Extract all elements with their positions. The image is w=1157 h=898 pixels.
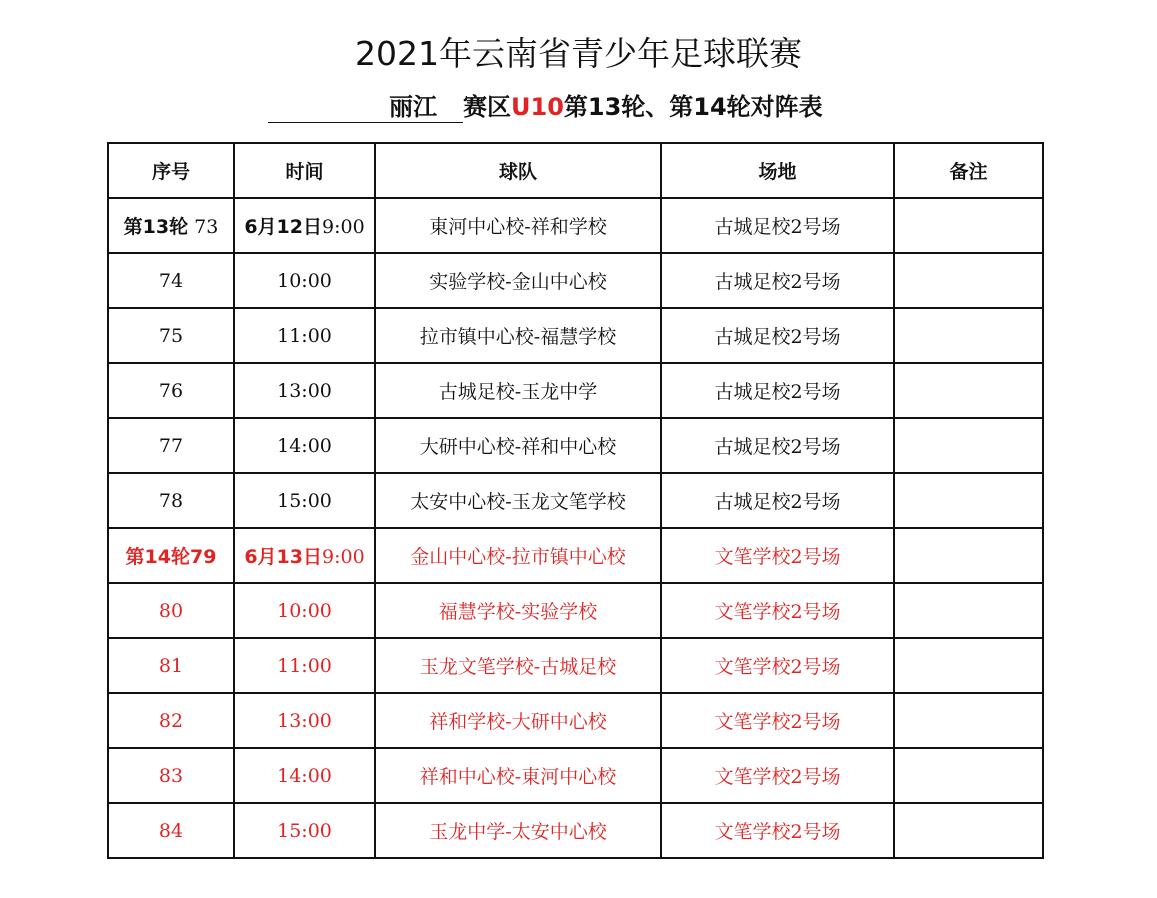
- cell-time: [234, 638, 375, 693]
- cell-no: [108, 748, 234, 803]
- match-time: 11:00: [277, 324, 332, 347]
- header-row: [108, 143, 1043, 198]
- match-number: 81: [158, 654, 184, 677]
- match-venue: 古城足校2号场: [714, 491, 841, 513]
- cell-time: [234, 693, 375, 748]
- cell-no: [108, 583, 234, 638]
- cell-note: [894, 473, 1043, 528]
- rounds-text: 第13轮、第14轮对阵表: [563, 93, 823, 121]
- cell-time: [234, 583, 375, 638]
- match-teams: 大研中心校-祥和中心校: [419, 436, 617, 458]
- cell-note: [894, 803, 1043, 858]
- cell-venue: [661, 803, 894, 858]
- district-label: 赛区: [463, 93, 511, 121]
- cell-venue: [661, 693, 894, 748]
- match-date: 6月13日: [244, 546, 322, 568]
- header-time: 时间: [234, 143, 375, 198]
- cell-venue: [661, 198, 894, 253]
- match-time: 13:00: [277, 709, 332, 732]
- match-date: 6月12日: [244, 216, 322, 238]
- cell-no: [108, 803, 234, 858]
- match-time: 15:00: [277, 489, 332, 512]
- cell-time: [234, 308, 375, 363]
- round-label: 第14轮: [125, 546, 190, 568]
- table-row: [108, 198, 1043, 253]
- cell-no: [108, 308, 234, 363]
- match-venue: 古城足校2号场: [714, 326, 841, 348]
- match-time: 9:00: [322, 546, 365, 568]
- cell-time: [234, 253, 375, 308]
- table-row: [108, 693, 1043, 748]
- match-teams: 古城足校-玉龙中学: [438, 381, 598, 403]
- cell-no: [108, 473, 234, 528]
- cell-no: [108, 693, 234, 748]
- match-number: 80: [158, 599, 184, 622]
- cell-teams: [375, 748, 661, 803]
- cell-teams: [375, 583, 661, 638]
- match-time: 14:00: [277, 434, 332, 457]
- match-teams: 实验学校-金山中心校: [429, 271, 607, 293]
- match-number: 78: [158, 489, 184, 512]
- match-time: 14:00: [277, 764, 332, 787]
- cell-teams: [375, 363, 661, 418]
- cell-teams: [375, 473, 661, 528]
- table-row: [108, 803, 1043, 858]
- schedule-table: [107, 142, 1044, 859]
- region-name: 丽江: [389, 93, 437, 121]
- cell-venue: [661, 528, 894, 583]
- table-row: [108, 418, 1043, 473]
- cell-note: [894, 638, 1043, 693]
- match-time: 13:00: [277, 379, 332, 402]
- cell-note: [894, 418, 1043, 473]
- cell-teams: [375, 528, 661, 583]
- cell-note: [894, 198, 1043, 253]
- match-teams: 金山中心校-拉市镇中心校: [410, 546, 626, 568]
- document-title: 2021年云南省青少年足球联赛: [355, 34, 802, 73]
- match-teams: 玉龙文笔学校-古城足校: [419, 656, 617, 678]
- match-venue: 古城足校2号场: [714, 216, 841, 238]
- cell-note: [894, 748, 1043, 803]
- cell-note: [894, 363, 1043, 418]
- match-venue: 古城足校2号场: [714, 271, 841, 293]
- match-teams: 祥和中心校-東河中心校: [419, 766, 617, 788]
- cell-time: [234, 803, 375, 858]
- match-teams: 太安中心校-玉龙文笔学校: [410, 491, 626, 513]
- cell-time: [234, 473, 375, 528]
- match-time: 11:00: [277, 654, 332, 677]
- match-number: 77: [158, 434, 184, 457]
- match-number: 79: [190, 546, 217, 568]
- match-number: 75: [158, 324, 184, 347]
- age-group: U10: [511, 93, 564, 121]
- cell-time: [234, 363, 375, 418]
- cell-teams: [375, 308, 661, 363]
- table-row: [108, 583, 1043, 638]
- cell-no: [108, 363, 234, 418]
- match-teams: 玉龙中学-太安中心校: [429, 821, 607, 843]
- cell-time: [234, 528, 375, 583]
- cell-venue: [661, 308, 894, 363]
- cell-venue: [661, 418, 894, 473]
- table-row: [108, 638, 1043, 693]
- match-venue: 古城足校2号场: [714, 436, 841, 458]
- match-venue: 文笔学校2号场: [714, 601, 841, 623]
- cell-venue: [661, 363, 894, 418]
- cell-teams: [375, 198, 661, 253]
- cell-no: [108, 638, 234, 693]
- table-row: [108, 363, 1043, 418]
- match-number: 73: [188, 216, 219, 238]
- cell-no: [108, 253, 234, 308]
- match-number: 84: [158, 819, 184, 842]
- cell-teams: [375, 693, 661, 748]
- cell-no: [108, 528, 234, 583]
- table-row: [108, 748, 1043, 803]
- cell-venue: [661, 583, 894, 638]
- table-row: [108, 528, 1043, 583]
- subtitle-rest: [463, 92, 823, 122]
- cell-teams: [375, 638, 661, 693]
- match-venue: 文笔学校2号场: [714, 821, 841, 843]
- cell-note: [894, 693, 1043, 748]
- cell-note: [894, 583, 1043, 638]
- cell-venue: [661, 638, 894, 693]
- match-number: 76: [158, 379, 184, 402]
- match-teams: 福慧学校-实验学校: [438, 601, 598, 623]
- match-venue: 文笔学校2号场: [714, 656, 841, 678]
- match-number: 83: [158, 764, 184, 787]
- match-teams: 祥和学校-大研中心校: [429, 711, 607, 733]
- cell-time: [234, 748, 375, 803]
- table-row: [108, 473, 1043, 528]
- cell-no: [108, 418, 234, 473]
- cell-note: [894, 308, 1043, 363]
- cell-time: [234, 418, 375, 473]
- document-subtitle: [268, 92, 823, 128]
- match-number: 74: [158, 269, 184, 292]
- cell-teams: [375, 803, 661, 858]
- match-time: 10:00: [277, 599, 332, 622]
- header-venue: 场地: [661, 143, 894, 198]
- header-note: 备注: [894, 143, 1043, 198]
- cell-venue: [661, 253, 894, 308]
- match-teams: 拉市镇中心校-福慧学校: [419, 326, 617, 348]
- cell-teams: [375, 253, 661, 308]
- cell-venue: [661, 473, 894, 528]
- match-venue: 文笔学校2号场: [714, 766, 841, 788]
- cell-note: [894, 528, 1043, 583]
- region-fill-in: [268, 92, 463, 123]
- table-row: [108, 253, 1043, 308]
- match-time: 15:00: [277, 819, 332, 842]
- cell-venue: [661, 748, 894, 803]
- cell-no: [108, 198, 234, 253]
- table-row: [108, 308, 1043, 363]
- match-time: 9:00: [322, 216, 365, 238]
- match-teams: 東河中心校-祥和学校: [429, 216, 607, 238]
- match-number: 82: [158, 709, 184, 732]
- cell-time: [234, 198, 375, 253]
- round-label: 第13轮: [123, 216, 189, 238]
- match-venue: 文笔学校2号场: [714, 546, 841, 568]
- match-venue: 文笔学校2号场: [714, 711, 841, 733]
- match-time: 10:00: [277, 269, 332, 292]
- header-teams: 球队: [375, 143, 661, 198]
- header-no: 序号: [108, 143, 234, 198]
- cell-teams: [375, 418, 661, 473]
- cell-note: [894, 253, 1043, 308]
- match-venue: 古城足校2号场: [714, 381, 841, 403]
